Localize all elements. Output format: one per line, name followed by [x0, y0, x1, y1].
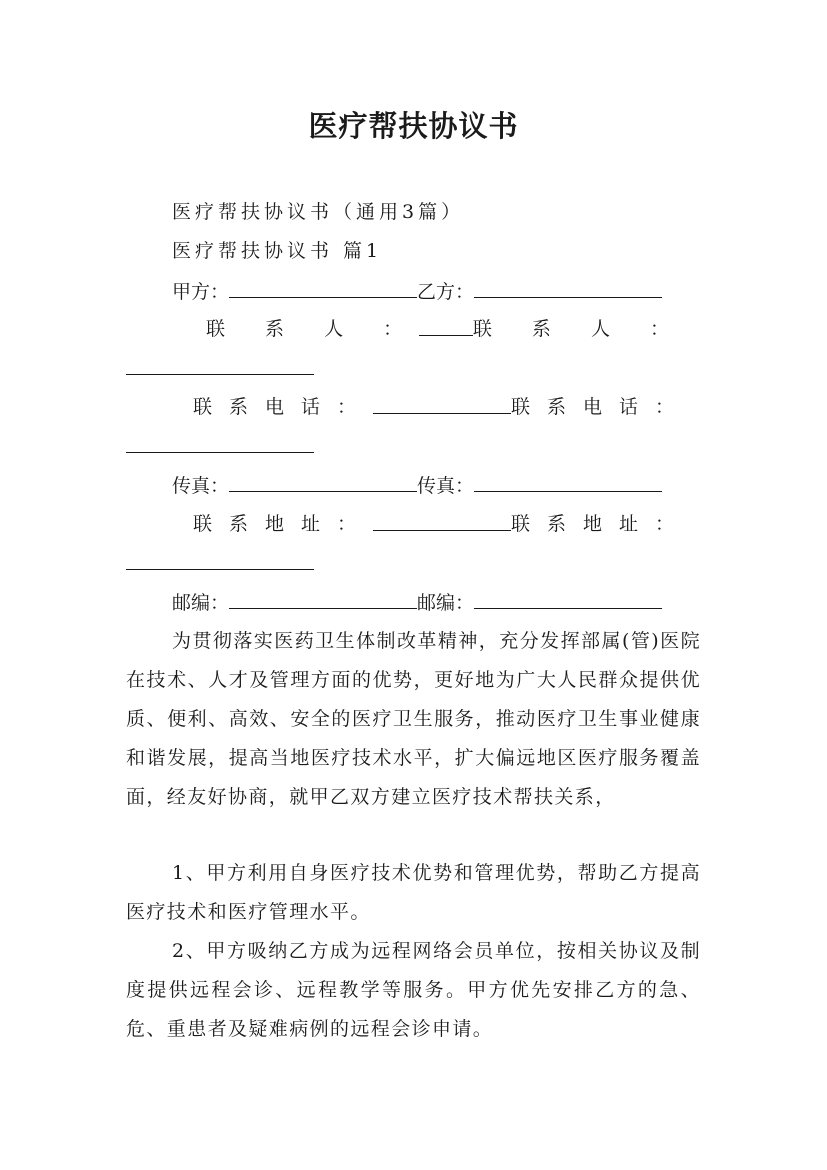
address-label-b: 联系地址： — [510, 513, 691, 535]
zip-row — [172, 590, 662, 615]
clause-1: 1、甲方利用自身医疗技术优势和管理优势，帮助乙方提高医疗技术和医疗管理水平。 — [126, 862, 701, 923]
address-row — [193, 512, 691, 536]
contact-label-a: 联 系 人 ： — [206, 318, 420, 340]
contact-row — [206, 317, 686, 341]
phone-row — [193, 395, 691, 419]
party-b-field[interactable] — [474, 279, 662, 298]
address-field-a[interactable] — [373, 512, 511, 531]
party-b-label: 乙方： — [417, 281, 475, 303]
zip-label-a: 邮编： — [172, 592, 230, 614]
contact-label-b: 联 系 人 ： — [472, 318, 686, 340]
contact-field-b[interactable] — [126, 374, 314, 375]
clause-2: 2、甲方吸纳乙方成为远程网络会员单位，按相关协议及制度提供远程会诊、远程教学等服务。甲方优先安排乙方的急、危、重患者及疑难病例的远程会诊申请。 — [126, 940, 701, 1040]
party-a-label: 甲方： — [172, 281, 230, 303]
phone-field-b[interactable] — [126, 452, 314, 453]
fax-label-b: 传真： — [417, 475, 475, 497]
fax-field-a[interactable] — [229, 473, 417, 492]
fax-row — [172, 473, 662, 498]
zip-field-a[interactable] — [229, 590, 417, 609]
document-subtitle: 医疗帮扶协议书（通用3篇） — [172, 201, 465, 223]
fax-label-a: 传真： — [172, 475, 230, 497]
fax-field-b[interactable] — [474, 473, 662, 492]
party-row — [172, 279, 662, 304]
zip-label-b: 邮编： — [417, 592, 475, 614]
contact-field-a[interactable] — [419, 317, 473, 336]
section-heading: 医疗帮扶协议书 篇1 — [172, 240, 383, 262]
intro-paragraph: 为贯彻落实医药卫生体制改革精神，充分发挥部属(管)医院在技术、人才及管理方面的优势，更好地为广大人民群众提供优质、便利、高效、安全的医疗卫生服务，推动医疗卫生事业健康和谐发展，提高当地医疗技术水平，扩大偏远地区医疗服务覆盖面，经友好协商，就甲乙双方建立医疗技术帮扶关系， — [126, 630, 701, 808]
address-field-b[interactable] — [126, 569, 314, 570]
phone-field-a[interactable] — [373, 395, 511, 414]
zip-field-b[interactable] — [474, 590, 662, 609]
address-label-a: 联系地址： — [193, 513, 374, 535]
document-title: 医疗帮扶协议书 — [308, 109, 519, 143]
phone-label-b: 联系电话： — [510, 396, 691, 418]
party-a-field[interactable] — [229, 279, 417, 298]
phone-label-a: 联系电话： — [193, 396, 374, 418]
